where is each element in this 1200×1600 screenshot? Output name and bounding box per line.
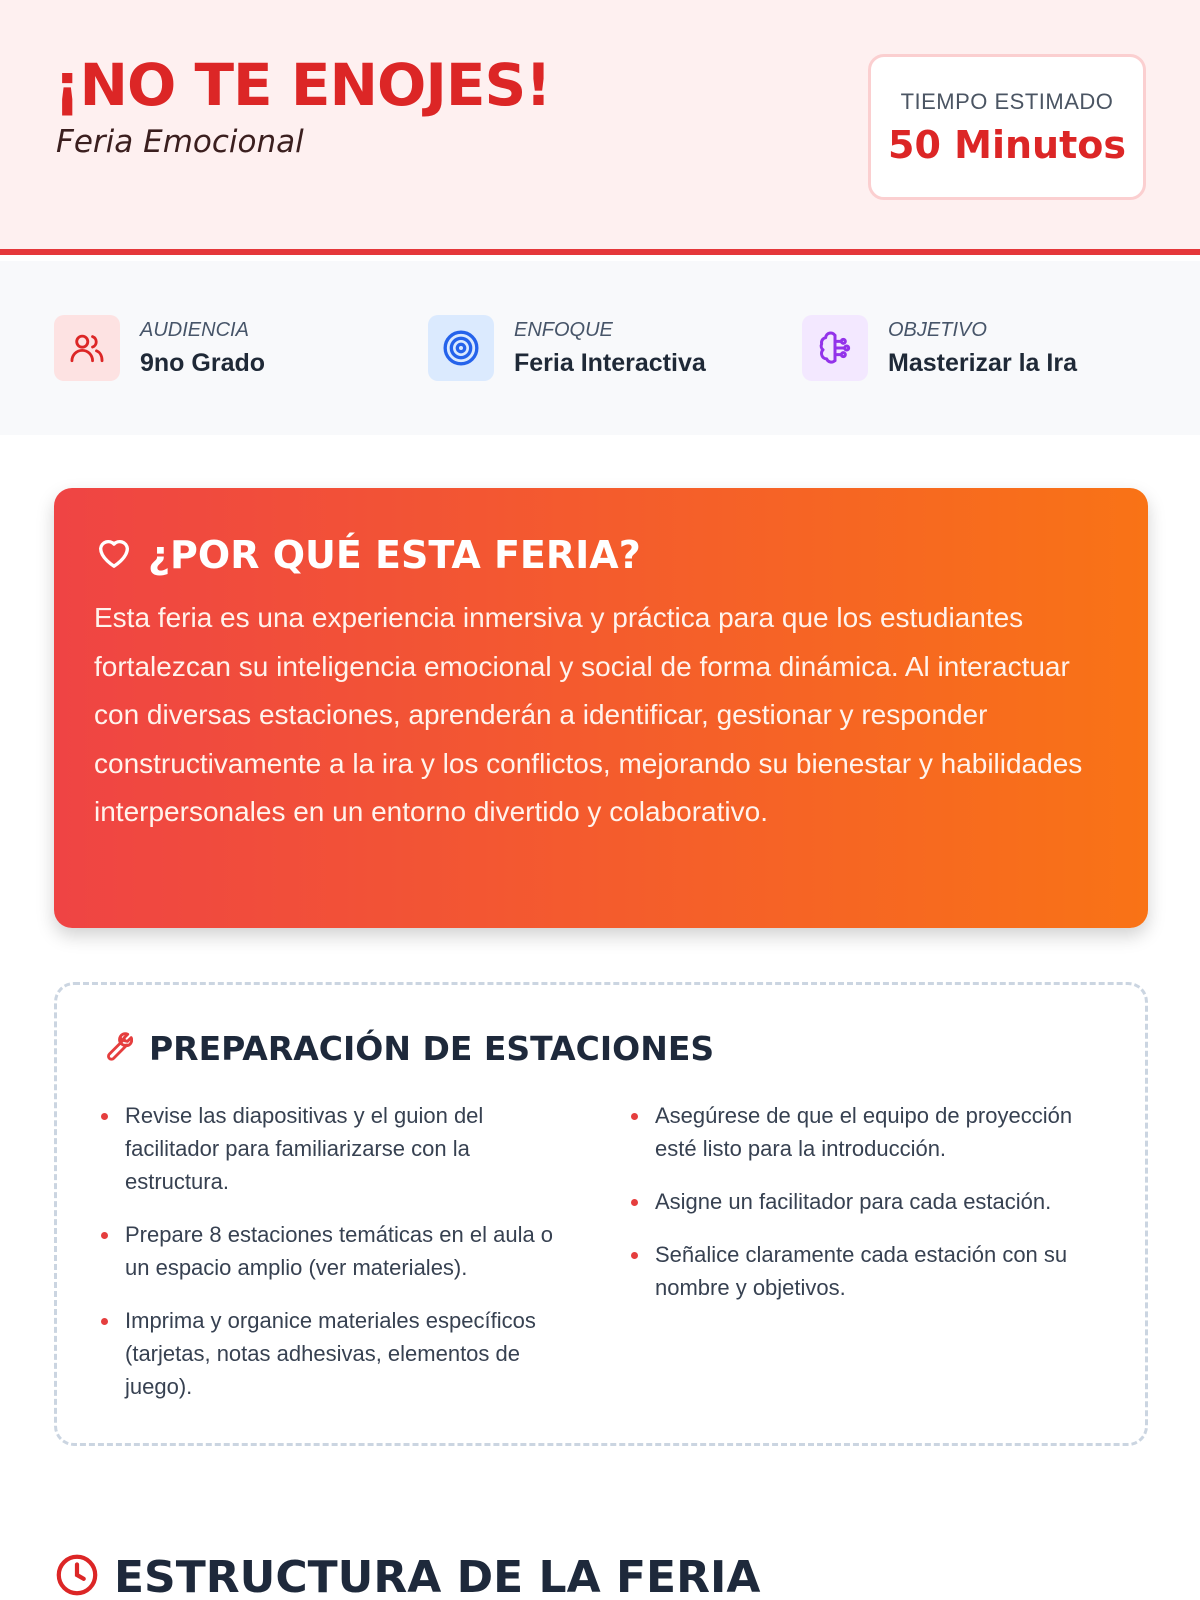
list-item: Revise las diapositivas y el guion del facilitador para familiarizarse con la estructura. (99, 1099, 569, 1198)
list-item: Prepare 8 estaciones temáticas en el aula o un espacio amplio (ver materiales). (99, 1218, 569, 1284)
users-icon (54, 315, 120, 381)
page-subtitle: Feria Emocional (56, 124, 304, 160)
prep-title: PREPARACIÓN DE ESTACIONES (149, 1029, 715, 1068)
info-objective-label: OBJETIVO (888, 319, 987, 341)
list-item: Imprima y organice materiales específicos (tarjetas, notas adhesivas, elementos de juego). (99, 1304, 569, 1403)
info-audience-value: 9no Grado (140, 349, 266, 377)
info-bar (0, 261, 1200, 435)
page-header (0, 0, 1200, 255)
target-icon (428, 315, 494, 381)
why-heading (94, 532, 641, 577)
structure-title: ESTRUCTURA DE LA FERIA (114, 1551, 761, 1600)
time-estimate-card (868, 54, 1146, 200)
prep-list-right (629, 1099, 1099, 1324)
structure-heading (54, 1552, 760, 1600)
info-audience-label: AUDIENCIA (140, 319, 249, 341)
prep-list-left (99, 1099, 569, 1423)
clock-icon (54, 1552, 100, 1600)
why-card (54, 488, 1148, 928)
wrench-icon (99, 1029, 133, 1068)
brain-icon (802, 315, 868, 381)
why-text: Esta feria es una experiencia inmersiva y práctica para que los estudiantes fortalezcan su inteligencia emocional y social de forma dinámica. Al interactuar con diversas estaciones, aprenderán a identificar, gestionar y responder constructivamente a la ira y los conflictos, mejorando su bienestar y habilidades interpersonales en un entorno divertido y colaborativo. (94, 602, 1083, 827)
page-title: ¡NO TE ENOJES! (54, 51, 551, 119)
info-focus-label: ENFOQUE (514, 319, 613, 341)
time-estimate-value: 50 Minutos (888, 123, 1126, 167)
list-item: Asigne un facilitador para cada estación. (629, 1185, 1099, 1218)
heart-icon (94, 532, 134, 577)
prep-heading (99, 1029, 714, 1068)
info-objective-value: Masterizar la Ira (888, 349, 1077, 377)
list-item: Señalice claramente cada estación con su nombre y objetivos. (629, 1238, 1099, 1304)
time-estimate-label: TIEMPO ESTIMADO (900, 89, 1114, 114)
prep-card (54, 982, 1148, 1446)
info-focus-value: Feria Interactiva (514, 349, 706, 377)
why-title: ¿POR QUÉ ESTA FERIA? (148, 532, 641, 577)
list-item: Asegúrese de que el equipo de proyección esté listo para la introducción. (629, 1099, 1099, 1165)
